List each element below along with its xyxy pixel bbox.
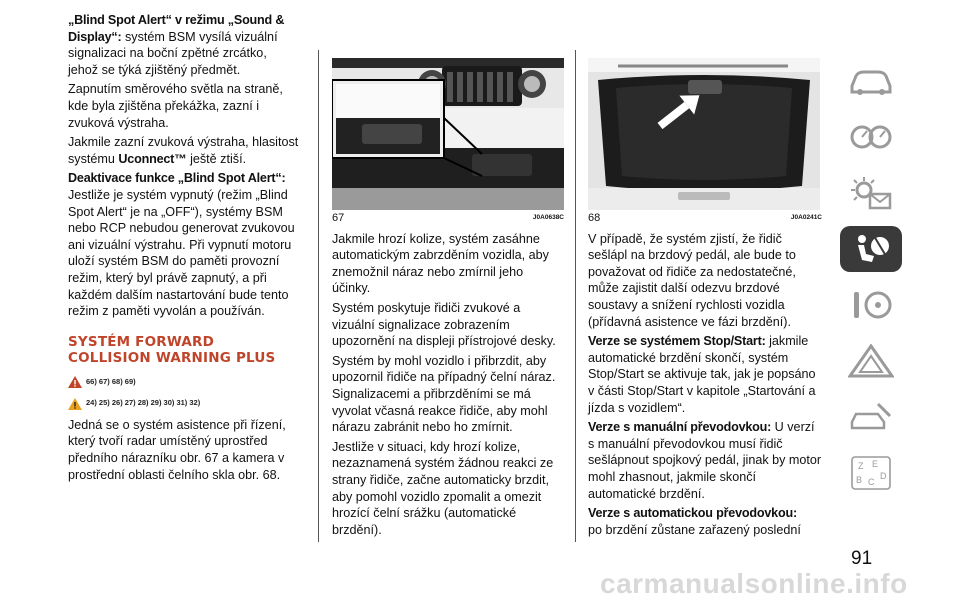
paragraph-braking: Systém by mohl vozidlo i přibrzdit, aby upozornil řidiče na případný čelní náraz. Signalizacemi a přibrzděními se má vyvolat včasná reakce řidiče, aby mohl nárazu zabránit nebo ho zmírnit. — [332, 353, 556, 435]
bold-heading: Verze se systémem Stop/Start: — [588, 334, 766, 349]
svg-text:E: E — [872, 459, 879, 469]
sun-envelope-icon — [848, 176, 894, 210]
alphabet-index-icon — [848, 453, 894, 493]
paragraph-manual-gearbox — [588, 419, 822, 502]
figure-caption — [588, 210, 822, 227]
paragraph-text: Jakmile zazní zvuková výstraha, hlasitost systému — [68, 135, 299, 166]
paragraph-text: po brzdění zůstane zařazený poslední — [588, 522, 801, 537]
chapter-sidebar — [836, 58, 906, 506]
paragraph-text: systém BSM vysílá vizuální signalizaci na boční zpětné zrcátko, jehož se týká zjištěný předmět. — [68, 29, 278, 77]
bold-heading: Verze s automatickou převodovkou: — [588, 506, 797, 521]
paragraph-text: ještě ztiší. — [186, 151, 247, 166]
figure-68-windshield-camera — [588, 58, 820, 210]
chapter-tab-servicing[interactable] — [840, 394, 902, 440]
caution-triangle-icon — [68, 398, 82, 410]
dashboard-gauges-icon — [848, 122, 894, 152]
warning-refs: 66) 67) 68) 69) — [86, 376, 136, 386]
windshield-camera-image — [588, 58, 820, 210]
paragraph-volume — [68, 134, 300, 167]
column-3 — [588, 58, 822, 541]
paragraph-automatic-gearbox — [588, 505, 822, 538]
column-2 — [332, 58, 564, 541]
paragraph-text: Jestliže je systém vypnutý (režim „Blind Spot Alert“ je na „OFF“), systémy BSM nebo RCP nebudou generovat zvukovou ani vizuální výstrahu. Při vypnutí motoru uloží systém BSM do paměti provozní režim, který byl právě zapnutý, a při každém dalším nastartování bude tento režim z paměti vyvolán a používán. — [68, 187, 295, 319]
warning-triangle-icon — [68, 376, 82, 388]
column-1 — [68, 12, 300, 486]
paragraph-turn-signal: Zapnutím směrového světla na straně, kde byla zjištěna překážka, zazní i zvuková výstraha. — [68, 82, 283, 130]
paragraph-brake-assist: V případě, že systém zjistí, že řidič sešlápl na brzdový pedál, ale bude to považovat od řidiče za nedostatečné, může zajistit další odezvu brzdové soustavy a snížení rychlosti vozidla (přídavná asistence ve fázi brzdění). — [588, 231, 796, 329]
svg-text:D: D — [880, 471, 887, 481]
column-divider — [575, 50, 576, 542]
warning-triangle-icon — [848, 344, 894, 378]
paragraph-blind-spot-sound-display — [68, 12, 300, 78]
chapter-tab-vehicle[interactable] — [840, 58, 902, 104]
chapter-tab-safety[interactable] — [840, 226, 902, 272]
paragraph-deactivation — [68, 170, 300, 319]
svg-text:B: B — [856, 475, 863, 485]
paragraph-signals: Systém poskytuje řidiči zvukové a vizuální signalizace zobrazením upozornění na displeji přístrojové desky. — [332, 300, 556, 349]
figure-67-radar-bumper — [332, 58, 564, 210]
chapter-tab-emergency[interactable] — [840, 338, 902, 384]
chapter-tab-instruments[interactable] — [840, 114, 902, 160]
caution-reference-row — [68, 395, 300, 412]
chapter-tab-starting-driving[interactable] — [840, 282, 902, 328]
car-wrench-icon — [848, 400, 894, 434]
paragraph-stop-start — [588, 333, 822, 416]
column-divider — [318, 50, 319, 542]
section-title: SYSTÉM FORWARD COLLISION WARNING PLUS — [68, 333, 276, 366]
wrench-steering-icon — [848, 288, 894, 322]
bold-heading: Deaktivace funkce „Blind Spot Alert“: — [68, 171, 286, 186]
figure-code: J0A0241C — [790, 214, 822, 221]
paragraph-automatic-braking: Jestliže v situaci, kdy hrozí kolize, nezaznamená systém žádnou reakci ze strany řidiče, začne automaticky brzdit, aby pomohl vozidlo zpomalit a omezit hrozící čelní srážku (automatické brzdění). — [332, 439, 554, 537]
figure-caption — [332, 210, 564, 227]
chapter-tab-index[interactable] — [840, 450, 902, 496]
paragraph-collision: Jakmile hrozí kolize, systém zasáhne automatickým zabrzděním vozidla, aby znemožnil náraz nebo zmírnil jeho účinky. — [332, 231, 549, 296]
svg-text:Z: Z — [858, 461, 864, 471]
airbag-seat-icon — [848, 232, 894, 266]
figure-number: 68 — [588, 212, 601, 224]
car-front-bumper-image — [332, 58, 564, 210]
bold-heading: Verze s manuální převodovkou: — [588, 420, 772, 435]
svg-text:C: C — [868, 477, 875, 487]
figure-code: J0A0638C — [532, 214, 564, 221]
car-outline-icon — [848, 66, 894, 96]
paragraph-text: U verzí s manuální převodovkou musí řidič sešlápnout spojkový pedál, jinak by motor mohl zhasnout, jakmile skončí automatické brzdění. — [588, 420, 822, 501]
chapter-tab-lights-messages[interactable] — [840, 170, 902, 216]
page-number: 91 — [851, 548, 873, 569]
paragraph-text: jakmile automatické brzdění skončí, systém Stop/Start se aktivuje tak, jak je popsáno v části Stop/Start v kapitole „Startování a jízda s vozidlem“. — [588, 334, 816, 415]
uconnect-label: Uconnect™ — [118, 151, 187, 166]
footer-watermark-url[interactable]: carmanualsonline.info — [600, 568, 908, 599]
paragraph-system-description: Jedná se o systém asistence při řízení, který tvoří radar umístěný uprostřed předního nárazníku obr. 67 a kamera v prostřední oblasti čelního skla obr. 68. — [68, 417, 286, 482]
caution-refs: 24) 25) 26) 27) 28) 29) 30) 31) 32) — [86, 398, 201, 408]
warning-reference-row — [68, 374, 300, 391]
bold-heading: „Blind Spot Alert“ v režimu „Sound & Display“: — [68, 13, 285, 44]
figure-number: 67 — [332, 212, 345, 224]
